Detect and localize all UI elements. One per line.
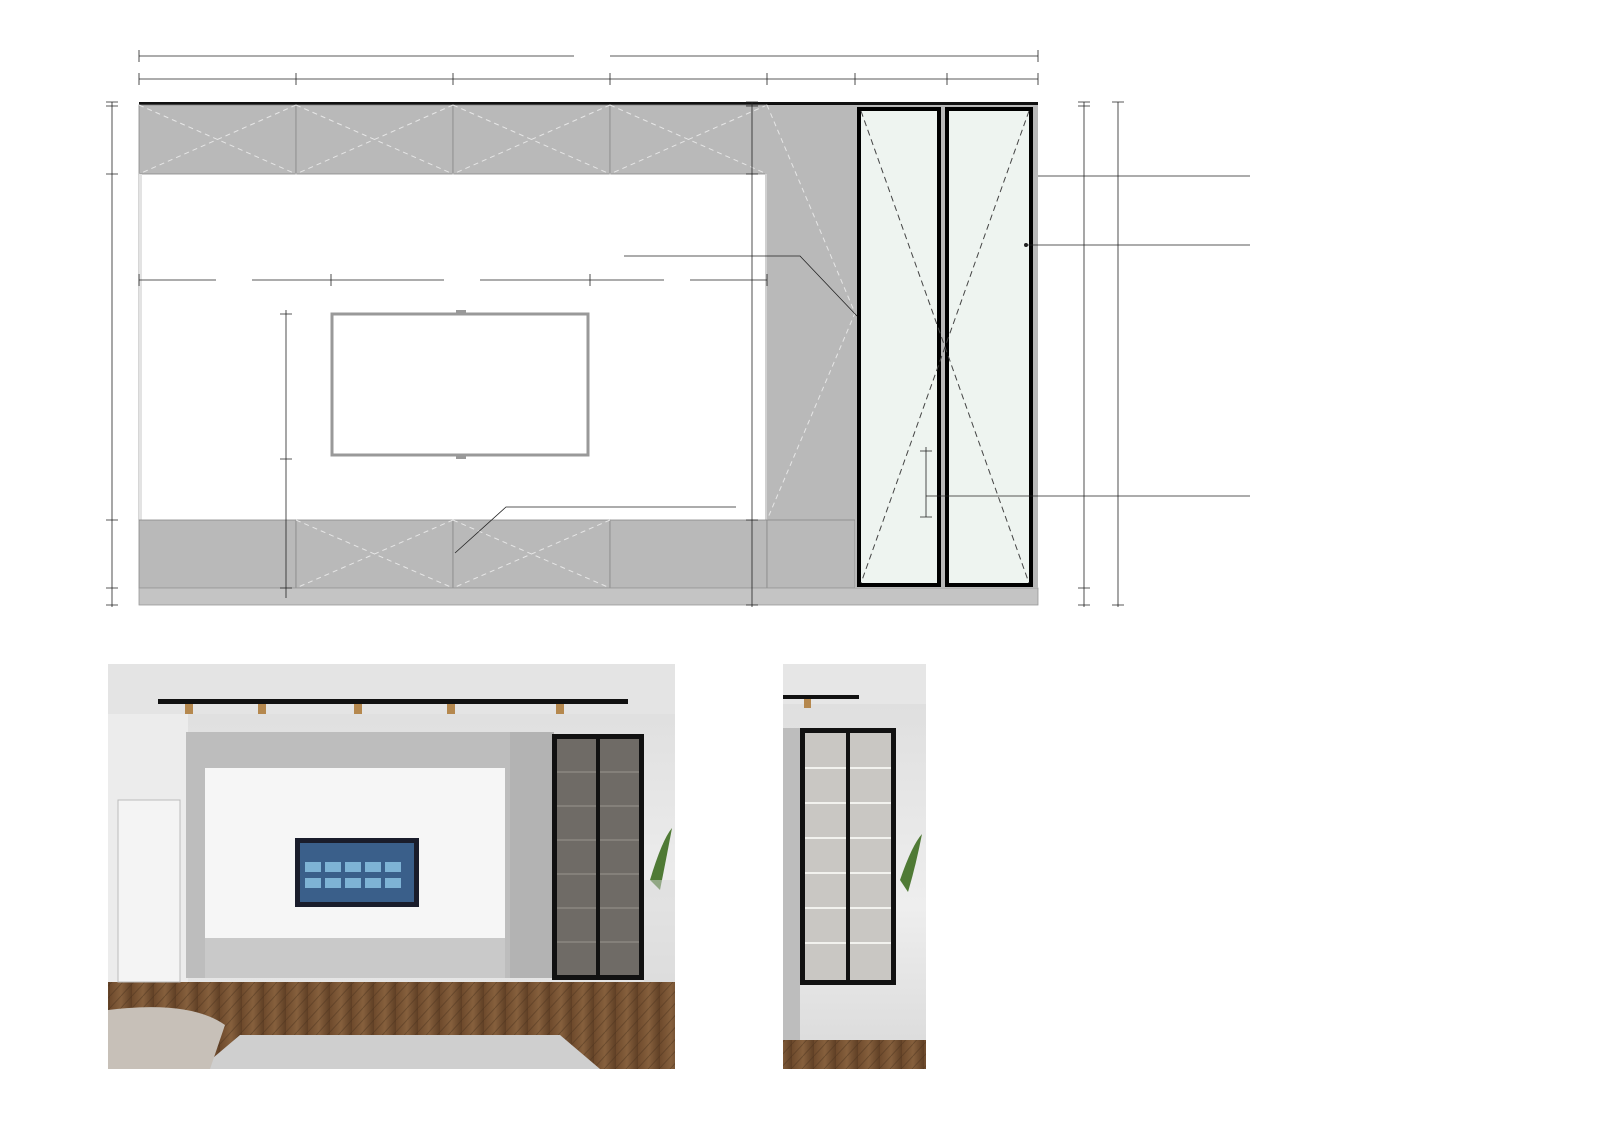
- cabinet-elevation: [139, 102, 1038, 605]
- legend-swatch-aluminium: [1038, 786, 1135, 835]
- legend-swatch-mdf: [1038, 718, 1135, 767]
- glass-cabinet: [855, 105, 1038, 588]
- description-panel: [1298, 98, 1568, 116]
- tv-outline: [332, 310, 588, 459]
- middle-tall-panel: [765, 105, 855, 525]
- render-lighting: [783, 664, 926, 1069]
- render-main: [108, 664, 675, 1069]
- upper-cabinets: [139, 105, 767, 174]
